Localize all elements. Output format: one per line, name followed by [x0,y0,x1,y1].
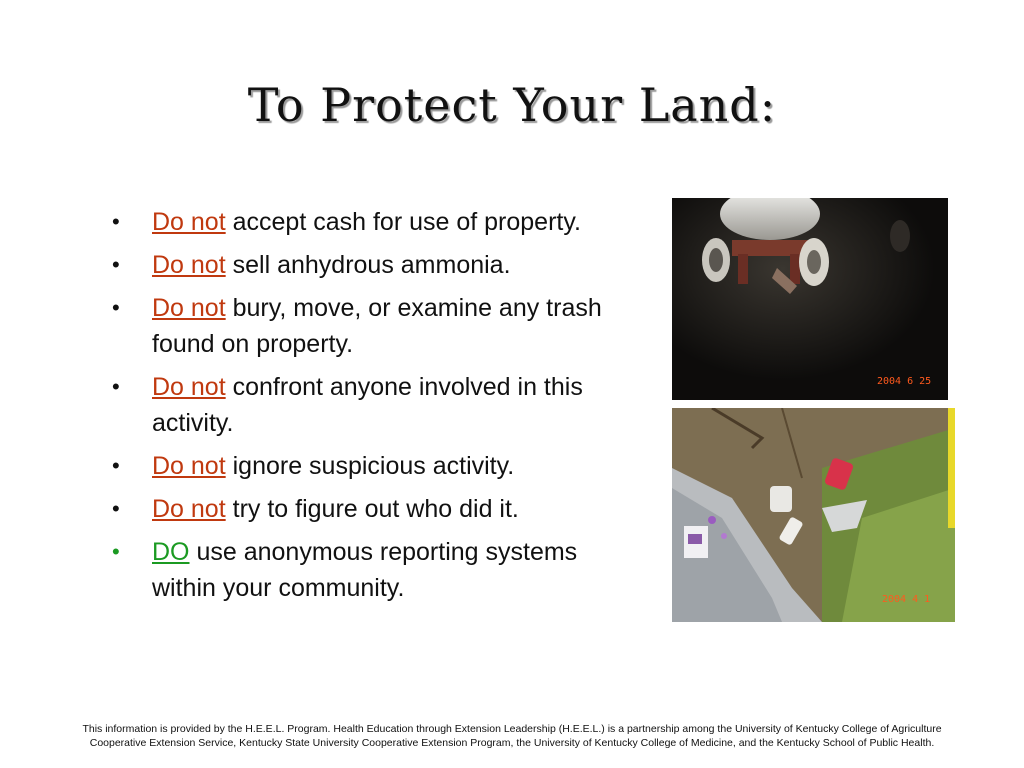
bullet-dot: • [112,453,120,478]
bullet-item [112,369,632,441]
bullet-lead: Do not [152,452,226,480]
bullet-dot: • [112,496,120,521]
bullet-dot: • [112,539,120,564]
bullet-lead: DO [152,538,190,566]
bullet-list [112,204,632,613]
bullet-text: accept cash for use of property. [225,208,581,236]
slide-title: To Protect Your Land: [247,78,777,132]
bullet-text: try to figure out who did it. [225,495,519,523]
bullet-lead: Do not [152,251,226,279]
bullet-text: use anonymous reporting systems within your community. [152,538,578,602]
bullet-item [112,491,632,527]
bullet-item [112,534,632,606]
bullet-item [112,290,632,362]
bullet-lead: Do not [152,373,226,401]
footer-credits [10,722,1014,750]
bullet-dot: • [112,374,120,399]
bullet-dot: • [112,252,120,277]
bullet-lead: Do not [152,294,226,322]
bullet-text: sell anhydrous ammonia. [225,251,511,279]
bullet-item [112,448,632,484]
photo-date-stamp: 2004 6 25 [877,376,932,387]
photo-tank-night [672,198,948,400]
footer-line: This information is provided by the H.E.E.L. Program. Health Education through Extension Leadership (H.E.E.L.) is a partnership among the University of Kentucky College of Agriculture [82,723,942,735]
photo-litter-ground [672,408,955,622]
discarded-containers-image [672,408,955,622]
bullet-item [112,204,632,240]
bullet-lead: Do not [152,495,226,523]
bullet-text: bury, move, or examine any trash found on property. [152,294,602,358]
bullet-dot: • [112,209,120,234]
bullet-text: confront anyone involved in this activity. [152,373,583,437]
tank-trailer-image [672,198,948,400]
photo-date-stamp: 2004 4 1 [882,594,931,605]
bullet-item [112,247,632,283]
bullet-dot: • [112,295,120,320]
bullet-text: ignore suspicious activity. [225,452,515,480]
bullet-lead: Do not [152,208,226,236]
footer-line: Cooperative Extension Service, Kentucky State University Cooperative Extension Program, the University of Kentucky College of Medicine, and the Kentucky School of Public Health. [89,737,935,749]
